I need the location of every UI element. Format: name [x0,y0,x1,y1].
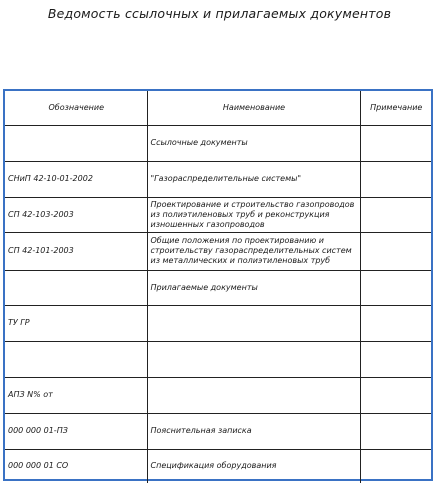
cell-name [147,305,360,341]
table-row [5,305,431,341]
cell-code [5,341,147,377]
sheet-frame [3,89,433,481]
table-row [5,270,431,305]
table-row [5,449,431,483]
cell-name [147,377,360,413]
cell-name: Спецификация оборудования [147,449,360,483]
cell-note [360,232,431,270]
cell-code: ТУ ГР [5,305,147,341]
cell-name [147,341,360,377]
cell-note [360,305,431,341]
cell-name: "Газораспределительные системы" [147,161,360,197]
cell-code: 000 000 01 СО [5,449,147,483]
document-title: Ведомость ссылочных и прилагаемых документов [47,6,392,21]
cell-code: СП 42-103-2003 [5,197,147,232]
cell-code: 000 000 01-ПЗ [5,413,147,449]
cell-name: Проектирование и строительство газопроводов из полиэтиленовых труб и реконструкция изношенных газопроводов [147,197,360,232]
cell-code [5,270,147,305]
header-name: Наименование [147,91,360,125]
cell-note [360,270,431,305]
table-header-row [5,91,431,125]
cell-note [360,197,431,232]
cell-note [360,161,431,197]
cell-name: Общие положения по проектированию и строительству газораспределительных систем из металлических и полиэтиленовых труб [147,232,360,270]
cell-code [5,125,147,161]
cell-name: Пояснительная записка [147,413,360,449]
table-row [5,125,431,161]
cell-code: АПЗ N% от [5,377,147,413]
cell-code: СНиП 42-10-01-2002 [5,161,147,197]
table-row [5,413,431,449]
cell-name: Ссылочные документы [147,125,360,161]
documents-table [5,91,431,483]
table-row [5,197,431,232]
cell-note [360,413,431,449]
table-row [5,161,431,197]
cell-note [360,341,431,377]
cell-note [360,377,431,413]
cell-name: Прилагаемые документы [147,270,360,305]
table-row [5,377,431,413]
header-note: Примечание [360,91,431,125]
cell-note [360,125,431,161]
table-row [5,341,431,377]
cell-note [360,449,431,483]
cell-code: СП 42-101-2003 [5,232,147,270]
table-row [5,232,431,270]
header-code: Обозначение [5,91,147,125]
